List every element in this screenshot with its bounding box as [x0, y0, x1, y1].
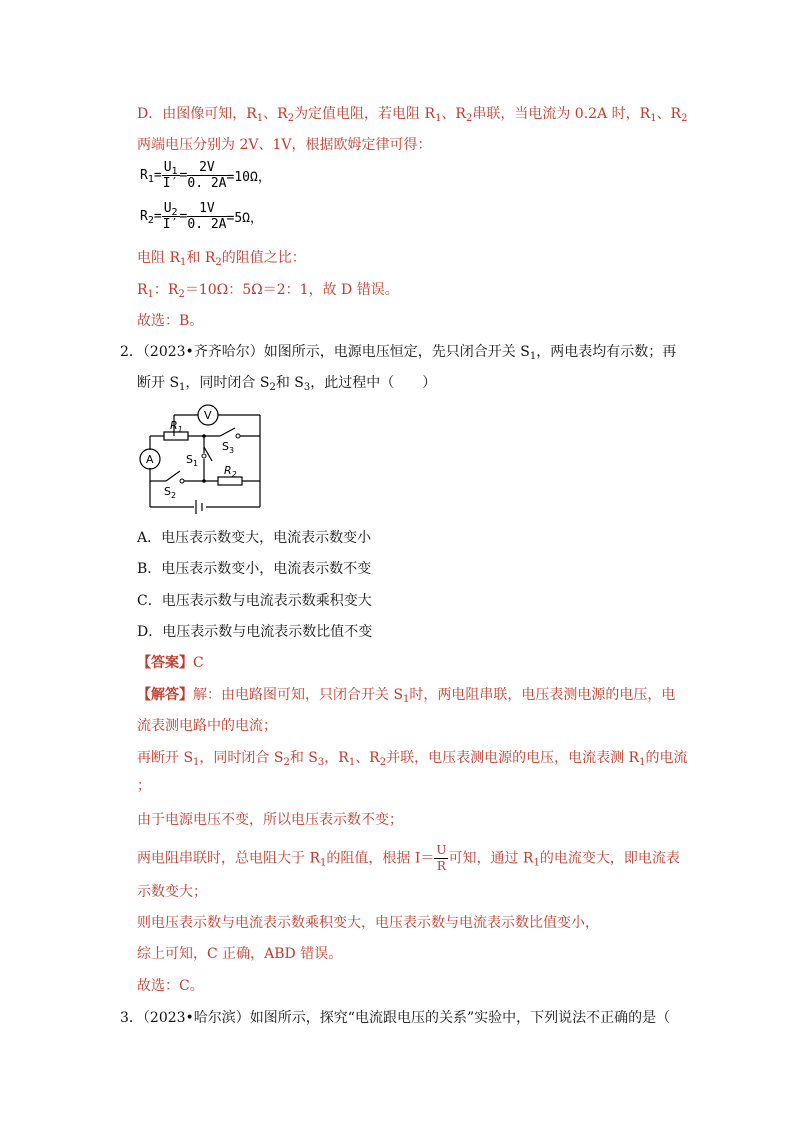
- q2-choice: 故选：C。: [137, 978, 204, 994]
- q3-stem: 3．（2023•哈尔滨）如图所示，探究“电流跟电压的关系”实验中，下列说法不正确的是（: [120, 1010, 671, 1026]
- q2-analysis-line9: 综上可知，C 正确，ABD 错误。: [137, 946, 343, 962]
- r1-label: $R_1$: [170, 419, 183, 434]
- equation-r2: $R_2=$ $\frac{U_2}{I'}$ = $\frac{1V}{0. 2A}$ =5Ω，: [140, 201, 263, 232]
- q2-analysis-line7: 示数变大；: [137, 884, 207, 900]
- q2-analysis-line6: 两电阻串联时，总电阻大于 $R_1$的阻值，根据 I＝ $\frac{U}{R}$ 可知，通过 $R_1$的电流变大，即电流表: [137, 843, 680, 873]
- part-d-line4: $R_1$：$R_2=10\Omega$：5Ω＝2：1，故 D 错误。: [137, 282, 399, 300]
- q2-stem-line2: 断开 $S_1$，同时闭合 $S_2$和 $S_3$，此过程中（ ）: [137, 375, 437, 393]
- s3-label: $S_3$: [222, 440, 235, 455]
- q2-option-a: A．电压表示数变大，电流表示数变小: [137, 530, 372, 546]
- q2-analysis-line8: 则电压表示数与电流表示数乘积变大，电压表示数与电流表示数比值变小，: [137, 915, 599, 931]
- voltmeter-label: V: [204, 409, 212, 422]
- circuit-diagram: [134, 403, 264, 515]
- q2-option-c: C．电压表示数与电流表示数乘积变大: [137, 593, 372, 609]
- q2-analysis-line4: ；: [137, 778, 151, 794]
- q2-analysis-line3: 再断开 $S_1$，同时闭合 $S_2$和 $S_3$，$R_1$、$R_2$并联，电压表测电源的电压，电流表测 $R_1$的电流: [137, 750, 688, 768]
- q2-option-d: D．电压表示数与电流表示数比值不变: [137, 624, 373, 640]
- q2-option-b: B．电压表示数变小，电流表示数不变: [137, 561, 372, 577]
- part-d-line2: 两端电压分别为 2V、1V，根据欧姆定律可得：: [137, 137, 432, 153]
- q2-analysis-line1: 【解答】解：由电路图可知，只闭合开关 $S_1$时，两电阻串联，电压表测电源的电压，电: [137, 687, 676, 705]
- equation-r1: $R_1=$ $\frac{U_1}{I'}$ = $\frac{2V}{0. 2A}$ =10Ω，: [140, 160, 271, 191]
- r2-label: $R_2$: [224, 464, 237, 479]
- part-d-choice: 故选：B。: [137, 313, 204, 329]
- q2-stem-line1: 2．（2023•齐齐哈尔）如图所示，电源电压恒定，先只闭合开关 $S_1$，两电表均有示数；再: [120, 344, 677, 362]
- part-d-line1: D．由图像可知，$R_1$、$R_2$为定值电阻，若电阻 $R_1$、$R_2$串联，当电流为 0.2A 时，$R_1$、$R_2$: [137, 106, 688, 124]
- q2-analysis-line5: 由于电源电压不变，所以电压表示数不变；: [137, 812, 403, 828]
- part-d-line3: 电阻 $R_1$和 $R_2$的阻值之比：: [137, 250, 306, 268]
- q2-answer: 【答案】C: [137, 655, 204, 671]
- s1-label: $S_1$: [186, 453, 199, 468]
- q2-analysis-line2: 流表测电路中的电流；: [137, 718, 277, 734]
- ammeter-label: A: [146, 453, 154, 466]
- s2-label: $S_2$: [164, 485, 177, 500]
